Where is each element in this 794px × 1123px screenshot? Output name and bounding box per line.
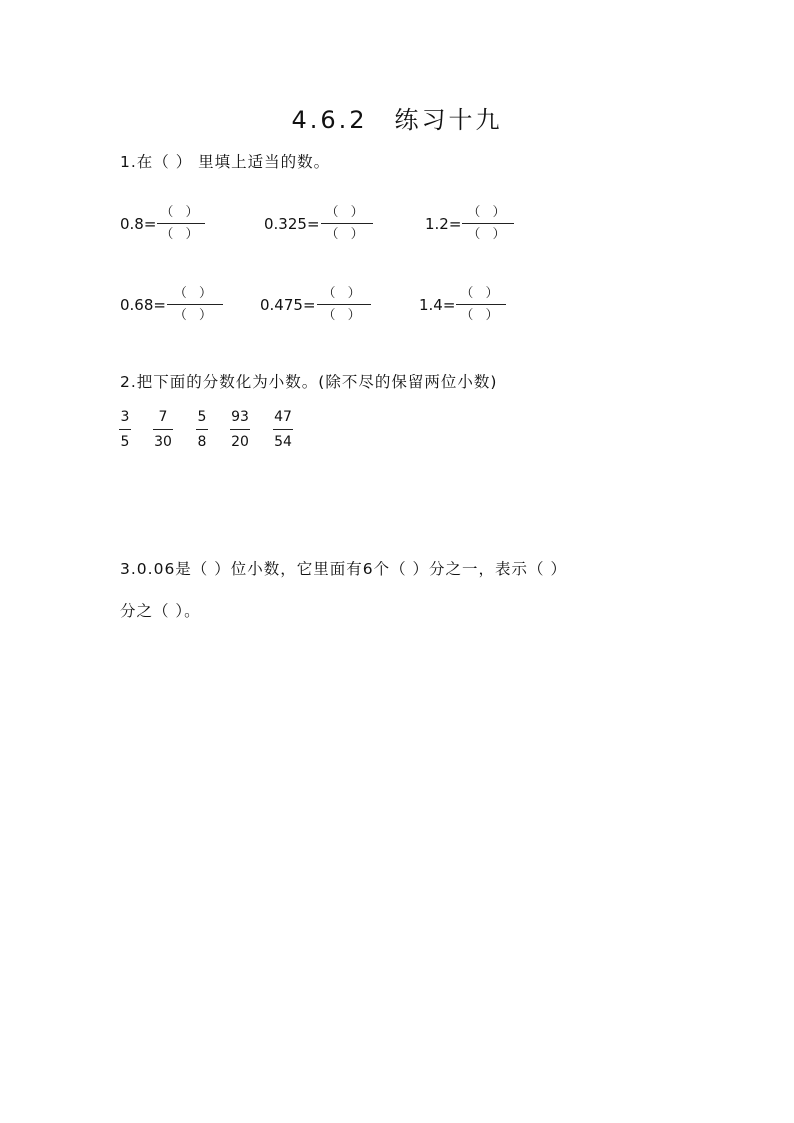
equation-1-fraction — [157, 206, 205, 241]
equation-5-numerator-blank[interactable]: （ ） — [322, 286, 365, 301]
equation-4 — [120, 287, 223, 322]
equation-6-denominator-blank[interactable]: （ ） — [460, 308, 503, 323]
equation-6-decimal: 1.4= — [419, 295, 456, 314]
equation-4-fraction — [167, 287, 223, 322]
equation-2-decimal: 0.325= — [264, 214, 320, 233]
equation-3 — [425, 206, 514, 241]
equation-2-numerator-blank[interactable]: （ ） — [325, 205, 368, 220]
equation-5-fraction — [317, 287, 371, 322]
equation-4-decimal: 0.68= — [120, 295, 166, 314]
equation-6-fraction — [456, 287, 506, 322]
equation-5-decimal: 0.475= — [260, 295, 316, 314]
question-3-line-2: 分之（ ）。 — [120, 602, 201, 620]
equation-3-numerator-blank[interactable]: （ ） — [467, 205, 510, 220]
fraction-4-numerator: 93 — [231, 409, 249, 425]
equation-2-denominator-blank[interactable]: （ ） — [325, 227, 368, 242]
fraction-4-denominator: 20 — [231, 434, 249, 450]
fraction-2-numerator: 7 — [158, 409, 168, 425]
equation-3-fraction — [462, 206, 514, 241]
fraction-5-numerator: 47 — [274, 409, 292, 425]
equation-6-numerator-blank[interactable]: （ ） — [460, 286, 503, 301]
fraction-bar — [230, 429, 250, 430]
fraction-5 — [272, 410, 294, 449]
equation-2-fraction — [321, 206, 373, 241]
fraction-2-denominator: 30 — [154, 434, 172, 450]
fraction-bar — [153, 429, 173, 430]
equation-5-denominator-blank[interactable]: （ ） — [322, 308, 365, 323]
equation-1-decimal: 0.8= — [120, 214, 157, 233]
equation-6 — [419, 287, 506, 322]
equation-1-denominator-blank[interactable]: （ ） — [160, 227, 203, 242]
fraction-3 — [195, 410, 209, 449]
page-title: 4.6.2 练习十九 — [291, 106, 503, 134]
equation-4-denominator-blank[interactable]: （ ） — [173, 308, 217, 323]
equation-4-numerator-blank[interactable]: （ ） — [173, 286, 217, 301]
fraction-bar — [119, 429, 131, 430]
equation-5 — [260, 287, 371, 322]
equation-3-decimal: 1.2= — [425, 214, 462, 233]
fraction-5-denominator: 54 — [274, 434, 292, 450]
equation-1-numerator-blank[interactable]: （ ） — [160, 205, 203, 220]
fraction-1-numerator: 3 — [120, 409, 130, 425]
fraction-bar — [196, 429, 208, 430]
question-2-prompt: 2.把下面的分数化为小数。(除不尽的保留两位小数) — [120, 373, 498, 391]
equation-1 — [120, 206, 205, 241]
fraction-1 — [118, 410, 132, 449]
question-1-prompt: 1.在（ ） 里填上适当的数。 — [120, 153, 331, 171]
fraction-bar — [273, 429, 293, 430]
fraction-4 — [229, 410, 251, 449]
equation-3-denominator-blank[interactable]: （ ） — [467, 227, 510, 242]
fraction-3-numerator: 5 — [197, 409, 207, 425]
fraction-2 — [152, 410, 174, 449]
fraction-3-denominator: 8 — [197, 434, 207, 450]
fraction-1-denominator: 5 — [120, 434, 130, 450]
question-3-line-1: 3.0.06是（ ）位小数，它里面有6个（ ）分之一，表示（ ） — [120, 560, 567, 578]
equation-2 — [264, 206, 373, 241]
